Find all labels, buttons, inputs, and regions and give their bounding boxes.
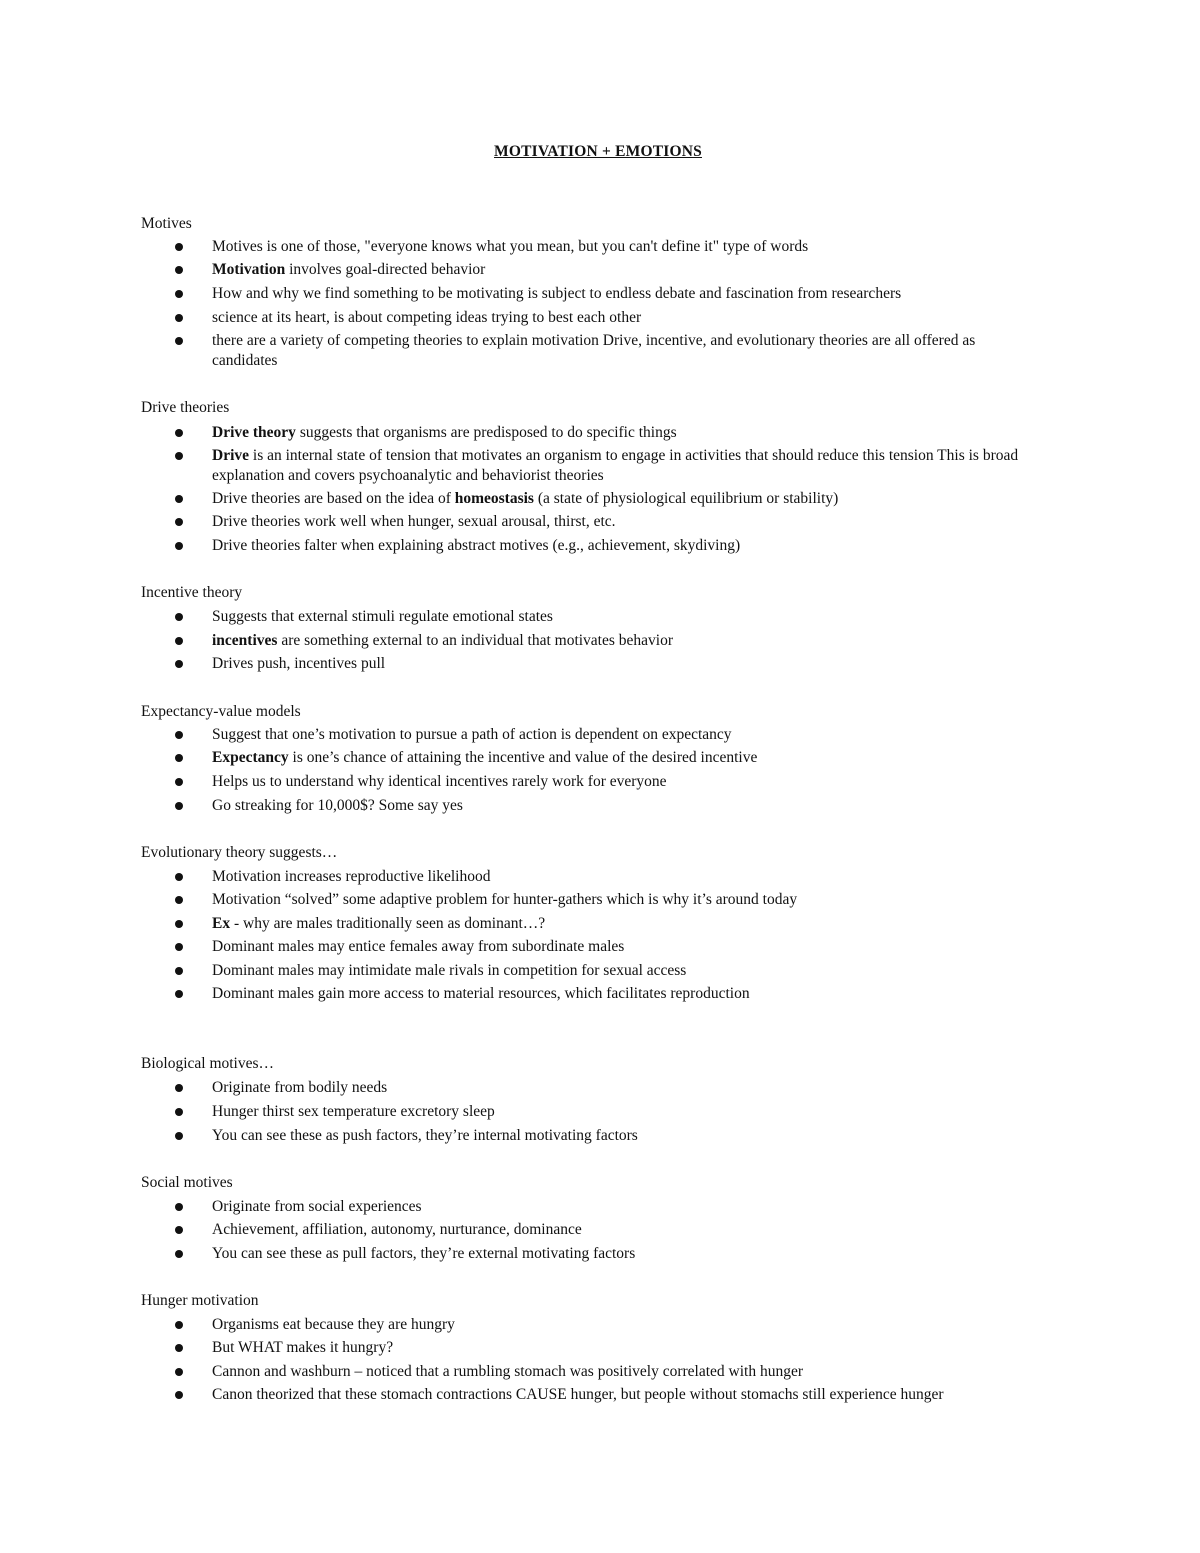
list-item: Motivation “solved” some adaptive problem for hunter-gathers which is why it’s around today: [212, 891, 798, 908]
list-item: Achievement, affiliation, autonomy, nurturance, dominance: [212, 1221, 582, 1238]
list-item: Suggests that external stimuli regulate emotional states: [212, 608, 553, 625]
list-item: incentives are something external to an individual that motivates behavior: [212, 632, 674, 649]
list-item: Drive theory suggests that organisms are predisposed to do specific things: [212, 424, 677, 441]
bullet-icon: [175, 243, 183, 251]
bullet-icon: [175, 920, 183, 928]
bullet-icon: [175, 1132, 183, 1140]
list-item: Drive is an internal state of tension that motivates an organism to engage in activities that should reduce this tension This is broad explanation and covers psychoanalytic and behaviorist theories: [212, 447, 1019, 484]
list-item: You can see these as pull factors, they’re external motivating factors: [212, 1245, 636, 1262]
list-item: Originate from bodily needs: [212, 1079, 388, 1096]
list-item: Expectancy is one’s chance of attaining the incentive and value of the desired incentive: [212, 749, 758, 766]
list-item: Helps us to understand why identical incentives rarely work for everyone: [212, 773, 667, 790]
bullet-icon: [175, 337, 183, 345]
list-item: there are a variety of competing theories to explain motivation Drive, incentive, and evolutionary theories are all offered as candidates: [212, 332, 976, 369]
list-item: Drives push, incentives pull: [212, 655, 386, 672]
bullet-icon: [175, 495, 183, 503]
bullet-icon: [175, 1084, 183, 1092]
list-item: Drive theories are based on the idea of homeostasis (a state of physiological equilibrium or stability): [212, 490, 839, 507]
bullet-icon: [175, 1368, 183, 1376]
section-heading: Motives: [141, 215, 192, 232]
bullet-icon: [175, 452, 183, 460]
bullet-icon: [175, 1203, 183, 1211]
bullet-icon: [175, 967, 183, 975]
section-heading: Evolutionary theory suggests…: [141, 844, 338, 861]
list-item: science at its heart, is about competing ideas trying to best each other: [212, 309, 642, 326]
list-item: Motivation involves goal-directed behavior: [212, 261, 486, 278]
bullet-icon: [175, 873, 183, 881]
list-item: Ex - why are males traditionally seen as dominant…?: [212, 915, 546, 932]
bullet-icon: [175, 778, 183, 786]
section-heading: Drive theories: [141, 399, 230, 416]
list-item: You can see these as push factors, they’re internal motivating factors: [212, 1127, 638, 1144]
bullet-icon: [175, 990, 183, 998]
list-item: Cannon and washburn – noticed that a rumbling stomach was positively correlated with hunger: [212, 1363, 804, 1380]
bullet-icon: [175, 1250, 183, 1258]
list-item: But WHAT makes it hungry?: [212, 1339, 394, 1356]
bullet-icon: [175, 943, 183, 951]
bullet-icon: [175, 637, 183, 645]
list-item: Hunger thirst sex temperature excretory sleep: [212, 1103, 495, 1120]
bullet-icon: [175, 429, 183, 437]
bullet-icon: [175, 896, 183, 904]
bullet-icon: [175, 660, 183, 668]
list-item: Suggest that one’s motivation to pursue a path of action is dependent on expectancy: [212, 726, 732, 743]
bullet-icon: [175, 754, 183, 762]
list-item: Organisms eat because they are hungry: [212, 1316, 455, 1333]
list-item: Dominant males gain more access to material resources, which facilitates reproduction: [212, 985, 750, 1002]
bullet-icon: [175, 1391, 183, 1399]
section-heading: Expectancy-value models: [141, 703, 301, 720]
bullet-icon: [175, 542, 183, 550]
list-item: Canon theorized that these stomach contractions CAUSE hunger, but people without stomachs still experience hunger: [212, 1386, 944, 1403]
bullet-icon: [175, 731, 183, 739]
bullet-icon: [175, 518, 183, 526]
section-heading: Biological motives…: [141, 1055, 275, 1072]
bullet-icon: [175, 613, 183, 621]
bullet-icon: [175, 1321, 183, 1329]
list-item: Dominant males may intimidate male rivals in competition for sexual access: [212, 962, 687, 979]
list-item: Motives is one of those, "everyone knows what you mean, but you can't define it" type of words: [212, 238, 809, 255]
section-heading: Hunger motivation: [141, 1292, 259, 1309]
list-item: How and why we find something to be motivating is subject to endless debate and fascination from researchers: [212, 285, 902, 302]
list-item: Motivation increases reproductive likelihood: [212, 868, 491, 885]
bullet-icon: [175, 1344, 183, 1352]
list-item: Go streaking for 10,000$? Some say yes: [212, 797, 463, 814]
bullet-icon: [175, 266, 183, 274]
list-item: Dominant males may entice females away from subordinate males: [212, 938, 625, 955]
document-title: MOTIVATION + EMOTIONS: [494, 143, 702, 160]
section-heading: Social motives: [141, 1174, 233, 1191]
bullet-icon: [175, 290, 183, 298]
list-item: Originate from social experiences: [212, 1198, 422, 1215]
section-heading: Incentive theory: [141, 584, 243, 601]
bullet-icon: [175, 314, 183, 322]
bullet-icon: [175, 1108, 183, 1116]
bullet-icon: [175, 802, 183, 810]
list-item: Drive theories falter when explaining abstract motives (e.g., achievement, skydiving): [212, 537, 741, 554]
bullet-icon: [175, 1226, 183, 1234]
list-item: Drive theories work well when hunger, sexual arousal, thirst, etc.: [212, 513, 616, 530]
